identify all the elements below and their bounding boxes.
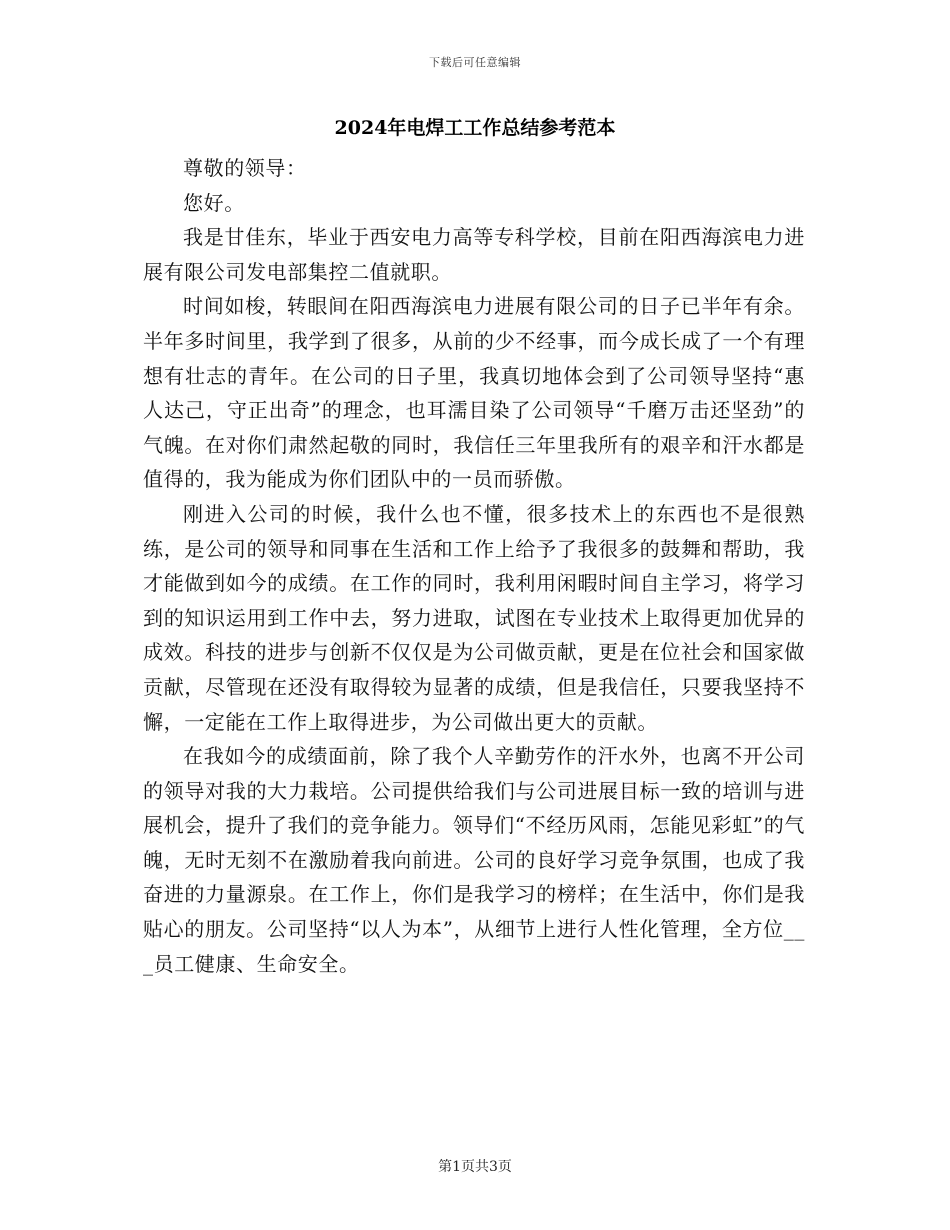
paragraph-learning: 刚进入公司的时候，我什么也不懂，很多技术上的东西也不是很熟练，是公司的领导和同事在生活和工作上给予了我很多的鼓舞和帮助，我才能做到如今的成绩。在工作的同时，我利用闲暇时间自主学习，将学习到的知识运用到工作中去，努力进取，试图在专业技术上取得更加优异的成效。科技的进步与创新不仅仅是为公司做贡献，更是在位社会和国家做贡献，尽管现在还没有取得较为显著的成绩，但是我信任，只要我坚持不懈，一定能在工作上取得进步，为公司做出更大的贡献。 (143, 501, 805, 734)
document-title: 2024年电焊工工作总结参考范本 (334, 117, 616, 139)
greeting: 您好。 (183, 190, 245, 215)
document-body (143, 151, 805, 981)
header-note: 下载后可任意编辑 (429, 56, 521, 69)
page-number: 第1页共3页 (438, 1159, 512, 1175)
salutation: 尊敬的领导： (183, 156, 307, 180)
paragraph-time: 时间如梭，转眼间在阳西海滨电力进展有限公司的日子已半年有余。半年多时间里，我学到了很多，从前的少不经事，而今成长成了一个有理想有壮志的青年。在公司的日子里，我真切地体会到了公司领导坚持“惠人达己，守正出奇”的理念，也耳濡目染了公司领导“千磨万击还坚劲”的气魄。在对你们肃然起敬的同时，我信任三年里我所有的艰辛和汗水都是值得的，我为能成为你们团队中的一员而骄傲。 (143, 294, 805, 492)
paragraph-intro: 我是甘佳东，毕业于西安电力高等专科学校，目前在阳西海滨电力进展有限公司发电部集控二值就职。 (143, 225, 805, 284)
paragraph-gratitude: 在我如今的成绩面前，除了我个人辛勤劳作的汗水外，也离不开公司的领导对我的大力栽培。公司提供给我们与公司进展目标一致的培训与进展机会，提升了我们的竞争能力。领导们“不经历风雨，怎能见彩虹”的气魄，无时无刻不在激励着我向前进。公司的良好学习竞争氛围，也成了我奋进的力量源泉。在工作上，你们是我学习的榜样；在生活中，你们是我贴心的朋友。公司坚持“以人为本”，从细节上进行人性化管理，全方位___员工健康、生命安全。 (143, 744, 805, 976)
